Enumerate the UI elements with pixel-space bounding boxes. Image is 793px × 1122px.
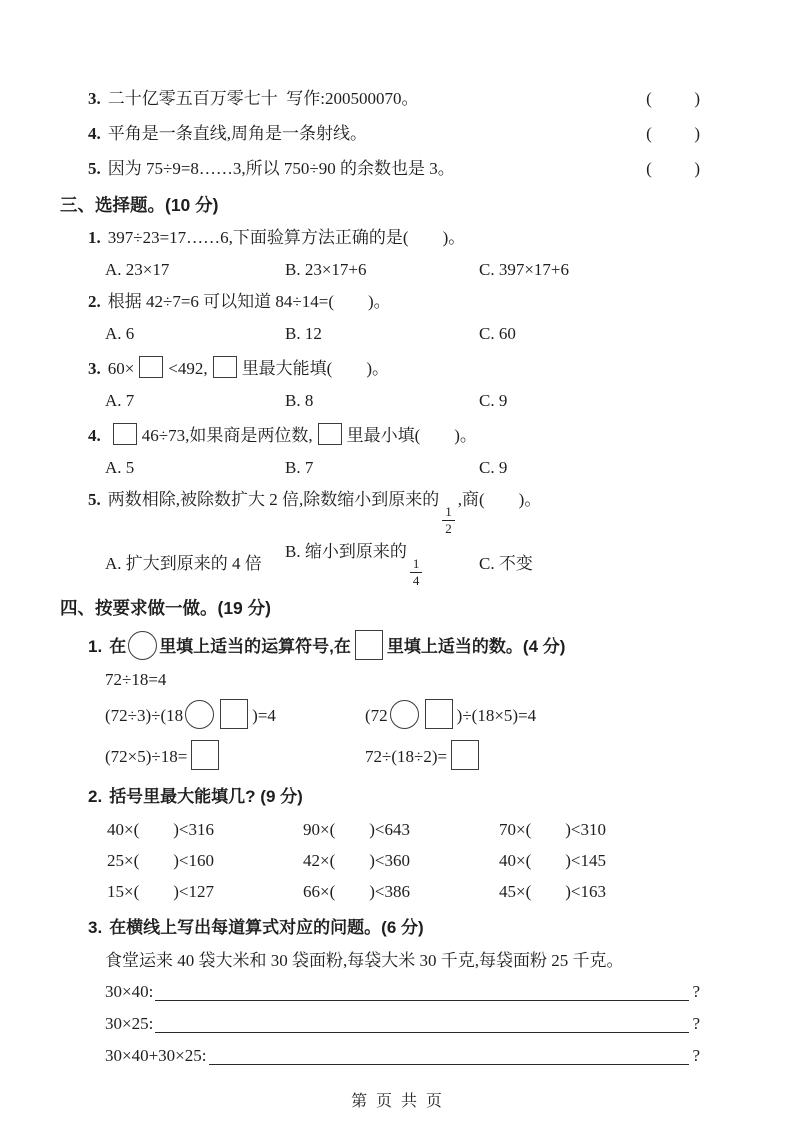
fill-grid-row-2 xyxy=(60,850,700,872)
stem-text: <492, xyxy=(168,359,208,378)
operator-circle[interactable] xyxy=(185,700,214,729)
question-mark: ? xyxy=(692,1045,700,1065)
fill-max-cell[interactable]: 45×( )<163 xyxy=(499,881,606,901)
operator-circle[interactable] xyxy=(128,631,157,660)
answer-bracket[interactable]: ( ) xyxy=(646,89,700,108)
operator-circle[interactable] xyxy=(390,700,419,729)
answer-bracket[interactable]: ( ) xyxy=(646,124,700,143)
stem-text: 46÷73,如果商是两位数, xyxy=(141,426,313,445)
s4-q2-title xyxy=(60,781,700,813)
fill-max-cell[interactable]: 70×( )<310 xyxy=(499,819,606,839)
title-text: 里填上适当的运算符号,在 xyxy=(159,636,351,656)
equation-3: (72×5)÷18= xyxy=(105,740,365,774)
expression-row-1 xyxy=(60,980,700,1004)
judge-statement: 二十亿零五百万零七十 写作:200500070。 xyxy=(107,89,419,108)
option-b: B. 23×17+6 xyxy=(285,260,367,279)
stem-text: ,商( )。 xyxy=(457,490,542,509)
stem-text: 里最小填( )。 xyxy=(346,426,477,445)
option-a: A. 扩大到原来的 4 倍 xyxy=(105,554,262,574)
judge-item-5 xyxy=(60,158,700,180)
option-b: B. 7 xyxy=(285,458,314,477)
question-number: 1. xyxy=(88,636,103,656)
expression-row-2 xyxy=(60,1012,700,1036)
s3-q2-options xyxy=(60,323,700,345)
question-number: 2. xyxy=(88,292,101,311)
option-c: C. 9 xyxy=(479,391,508,410)
s3-q4-stem xyxy=(60,422,700,449)
option-a: A. 5 xyxy=(105,458,135,477)
option-b: B. 12 xyxy=(285,324,322,343)
blank-box[interactable] xyxy=(220,699,248,729)
option-a: A. 23×17 xyxy=(105,260,170,279)
question-mark: ? xyxy=(692,981,700,1001)
equation-2: (72 )÷(18×5)=4 xyxy=(365,699,700,733)
stem-text: 两数相除,被除数扩大 2 倍,除数缩小到原来的 xyxy=(107,490,440,509)
section-3-title: 三、选择题。(10 分) xyxy=(60,195,219,215)
blank-box[interactable] xyxy=(139,356,163,378)
fill-max-cell[interactable]: 90×( )<643 xyxy=(303,819,410,839)
question-number: 3. xyxy=(88,359,101,378)
blank-box[interactable] xyxy=(318,423,342,445)
judge-item-4 xyxy=(60,123,700,145)
fill-grid-row-1 xyxy=(60,819,700,841)
equation-row-1 xyxy=(60,699,700,733)
option-c: C. 60 xyxy=(479,324,516,343)
question-number: 4. xyxy=(88,124,101,143)
expression-row-3 xyxy=(60,1044,700,1068)
option-b: B. 缩小到原来的 $\frac{1}{4}$ xyxy=(285,541,479,587)
equation-row-2 xyxy=(60,740,700,774)
option-c: C. 397×17+6 xyxy=(479,260,570,279)
stem-text: 根据 42÷7=6 可以知道 84÷14=( )。 xyxy=(107,292,391,311)
title-text: 里填上适当的数。(4 分) xyxy=(386,636,566,656)
expression-label: 30×40: xyxy=(105,981,154,1001)
stem-text: 里最大能填( )。 xyxy=(241,359,390,378)
option-a: A. 6 xyxy=(105,324,135,343)
s4-q3-title xyxy=(60,912,700,944)
fill-max-cell[interactable]: 66×( )<386 xyxy=(303,881,410,901)
fraction-one-half: $\frac{1}{2}$ xyxy=(442,505,455,535)
section-4-title: 四、按要求做一做。(19 分) xyxy=(60,597,271,618)
fill-max-cell[interactable]: 40×( )<145 xyxy=(499,850,606,870)
answer-line[interactable] xyxy=(155,1012,689,1033)
option-a: A. 7 xyxy=(105,391,135,410)
blank-box[interactable] xyxy=(213,356,237,378)
judge-item-3 xyxy=(60,88,700,110)
option-c: C. 不变 xyxy=(479,554,533,574)
title-text: 在 xyxy=(109,636,127,656)
question-number: 1. xyxy=(88,228,101,247)
fill-max-cell[interactable]: 42×( )<360 xyxy=(303,850,410,870)
s3-q5-options xyxy=(60,541,700,587)
s4-q1-title xyxy=(60,630,700,663)
question-number: 5. xyxy=(88,159,101,178)
question-number: 4. xyxy=(88,426,101,445)
question-mark: ? xyxy=(692,1013,700,1033)
s3-q3-stem xyxy=(60,355,700,382)
blank-box[interactable] xyxy=(451,740,479,770)
question-number: 3. xyxy=(88,917,103,937)
blank-box[interactable] xyxy=(191,740,219,770)
title-text: 在横线上写出每道算式对应的问题。(6 分) xyxy=(109,917,424,937)
equation-4: 72÷(18÷2)= xyxy=(365,740,700,774)
judge-statement: 因为 75÷9=8……3,所以 750÷90 的余数也是 3。 xyxy=(107,159,455,178)
option-b: B. 8 xyxy=(285,391,314,410)
fraction-one-quarter: $\frac{1}{4}$ xyxy=(410,557,423,587)
stem-text: 60× xyxy=(107,359,135,378)
answer-line[interactable] xyxy=(155,980,689,1001)
question-number: 3. xyxy=(88,89,101,108)
title-text: 括号里最大能填几? (9 分) xyxy=(109,786,303,806)
answer-line[interactable] xyxy=(209,1044,690,1065)
question-number: 5. xyxy=(88,490,101,509)
s3-q4-options xyxy=(60,457,700,479)
s3-q5-stem xyxy=(60,489,700,535)
option-c: C. 9 xyxy=(479,458,508,477)
page-footer: 第 页 共 页 xyxy=(351,1093,442,1110)
equation-1: (72÷3)÷(18 )=4 xyxy=(105,699,365,733)
blank-box[interactable] xyxy=(113,423,137,445)
fill-max-cell[interactable]: 15×( )<127 xyxy=(107,881,214,901)
fill-grid-row-3 xyxy=(60,881,700,903)
fill-max-cell[interactable]: 25×( )<160 xyxy=(107,850,214,870)
answer-bracket[interactable]: ( ) xyxy=(646,159,700,178)
fill-max-cell[interactable]: 40×( )<316 xyxy=(107,819,214,839)
blank-box[interactable] xyxy=(425,699,453,729)
stem-text: 397÷23=17……6,下面验算方法正确的是( )。 xyxy=(107,228,466,247)
s3-q2-stem xyxy=(60,291,700,313)
expression-label: 30×40+30×25: xyxy=(105,1045,207,1065)
expression-label: 30×25: xyxy=(105,1013,154,1033)
word-problem-context: 食堂运来 40 袋大米和 30 袋面粉,每袋大米 30 千克,每袋面粉 25 千克。 xyxy=(105,950,624,970)
s3-q1-stem xyxy=(60,227,700,249)
s3-q3-options xyxy=(60,390,700,412)
question-number: 2. xyxy=(88,786,103,806)
blank-box[interactable] xyxy=(355,630,383,660)
judge-statement: 平角是一条直线,周角是一条射线。 xyxy=(107,124,367,143)
given-equation: 72÷18=4 xyxy=(105,669,167,689)
s3-q1-options xyxy=(60,259,700,281)
